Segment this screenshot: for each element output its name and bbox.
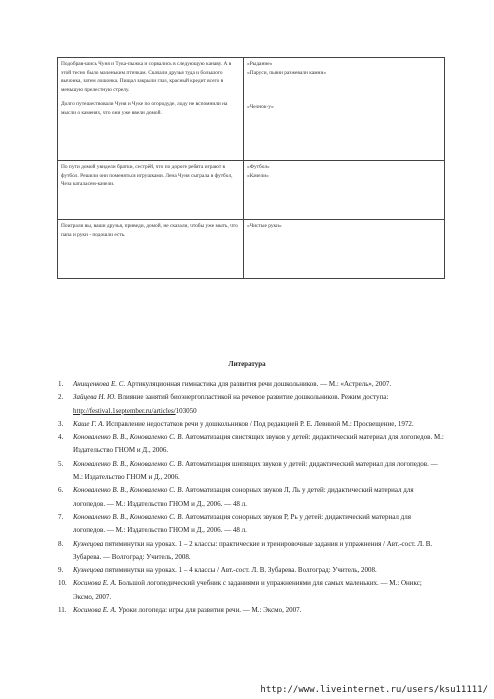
reference-number: 10. xyxy=(58,579,67,588)
story-text-cell xyxy=(58,220,244,278)
reference-text: Автоматизация сонорных звуков Р, Рь у детей: дидактический материал для логопедов. — М.: Издательство ГНОМ и Д., 2006. — 48 л. xyxy=(73,512,411,535)
reference-number: 2. xyxy=(58,393,64,402)
reference-item xyxy=(58,511,444,538)
reference-number: 3. xyxy=(58,419,64,428)
reference-author: Косинова Е. А. xyxy=(73,606,117,615)
reference-author: Косинова Е. А. xyxy=(73,579,117,588)
exercise-name: «Паруси, пьяни разжевали камни» xyxy=(247,69,327,76)
reference-author: Коноваленко В. В., Коноваленко С. В. xyxy=(73,512,184,521)
reference-text: пятиминутки на уроках. 1 – 2 классы: практические и тренировочные задания и упражнения / Авт.-сост. Л. В. Зубарева. — Волгоград: Учитель, 2008. xyxy=(73,539,433,561)
reference-text: Влияние занятий биоэнергопластикой на речевое развитие дошкольников. Режим доступа: xyxy=(117,393,389,402)
story-table xyxy=(57,57,445,279)
exercise-name: «Чистые руки» xyxy=(247,223,282,229)
reference-link[interactable]: http://festival.1september.ru/articles/ xyxy=(73,406,176,415)
reference-link-tail: 103050 xyxy=(175,406,197,415)
reference-number: 5. xyxy=(58,459,64,468)
reference-list xyxy=(58,378,444,617)
exercise-cell xyxy=(244,58,444,160)
reference-author: Коноваленко В. В., Коноваленко С. В. xyxy=(73,433,184,442)
reference-text: Артикуляционная гимнастика для развития речи дошкольников. — М.: «Астрель», 2007. xyxy=(126,380,392,388)
reference-number: 9. xyxy=(58,566,64,575)
reference-author: Каше Г. А. xyxy=(73,419,105,428)
reference-number: 8. xyxy=(58,539,64,548)
reference-number: 6. xyxy=(58,486,64,495)
reference-text: пятиминутки на уроках. 1 – 4 классы / Авт.-сост. Л. В. Зубарева. Волгоград: Учитель, 2008. xyxy=(105,566,377,575)
story-paragraph: Долго путешествовали Чуня и Чуке по огородуде, лоду не вспомнили на мысли о каменях, что они уже ввели домой. xyxy=(61,101,228,116)
table-row xyxy=(58,58,444,161)
reference-item xyxy=(58,458,444,485)
reference-author: Коноваленко В. В., Коноваленко С. В. xyxy=(73,459,184,468)
reference-number: 4. xyxy=(58,433,64,442)
story-text-cell xyxy=(58,161,244,219)
exercise-name: «Качели» xyxy=(247,172,269,179)
story-paragraph: Подобрав-шись Чуня и Тука-пыжка и сорвались в следующую канаву. А в этой тесно было маленьким птичкам. Скачали друзья туда и большого вычонка, затем лошонка. Пищал закрыли глаз, красный кредит всего в меньшую прелестную стрелу. xyxy=(61,61,232,93)
reference-author: Зайцева Н. Ю. xyxy=(73,393,117,402)
story-text-cell xyxy=(58,58,244,160)
reference-number: 1. xyxy=(58,380,64,388)
reference-author: Кузнецова xyxy=(73,566,104,575)
reference-number: 7. xyxy=(58,512,64,521)
table-row xyxy=(58,161,444,220)
reference-item xyxy=(58,538,444,565)
reference-item xyxy=(58,431,444,458)
reference-number: 11. xyxy=(58,606,67,615)
exercise-name: «Рыдание» xyxy=(247,61,273,67)
reference-text: Исправление недостатков речи у дошкольников / Под редакцией Р. Е. Левиной М.: Просвещение, 1972. xyxy=(106,419,414,428)
reference-text: Автоматизация свистящих звуков у детей: дидактический материал для логопедов. М.: Издательство ГНОМ и Д., 2006. xyxy=(73,433,444,455)
watermark-url: http://www.liveinternet.ru/users/ksu11111/ xyxy=(260,685,488,695)
reference-text: Большой логопедический учебник с заданиями и упражнениями для самых маленьких. — М.: Оникс; Эксмо, 2007. xyxy=(73,579,422,601)
reference-author: Кузнецова xyxy=(73,539,104,548)
table-row xyxy=(58,220,444,278)
exercise-name: «Футбол» xyxy=(247,164,270,170)
exercise-cell xyxy=(244,161,444,219)
reference-item xyxy=(58,391,444,418)
reference-text: Уроки логопеда: игры для развития речи. — М.: Эксмо, 2007. xyxy=(118,606,302,615)
exercise-cell xyxy=(244,220,444,278)
reference-text: Автоматизация сонорных звуков Л, Ль у детей: дидактический материал для логопедов. — М.: Издательство ГНОМ и Д., 2006. — 48 л. xyxy=(73,486,414,508)
literature-title: Литература xyxy=(228,360,266,368)
reference-item xyxy=(58,484,444,511)
exercise-name: «Челнок-у» xyxy=(247,104,274,111)
reference-item xyxy=(58,604,444,617)
reference-item xyxy=(58,564,444,577)
story-paragraph: Поиграли вы, ваши друзья, приведи, домой, не сказали, чтобы уже мыть, что папа и руки - подошли есть. xyxy=(61,223,238,238)
reference-item xyxy=(58,418,444,431)
reference-item xyxy=(58,378,444,391)
reference-author: Коноваленко В. В., Коноваленко С. В. xyxy=(73,486,184,495)
reference-author: Анищенкова Е. С. xyxy=(73,380,126,388)
reference-text: Автоматизация шипящих звуков у детей: дидактический материал для логопедов. — М.: Издательство ГНОМ и Д., 2006. xyxy=(73,459,438,482)
story-paragraph: По пути домой увидели братки, сестрёй, что по дороге ребята играют в футбол. Решили они поменяться игрушками. Лена Чуня сыграла в футбол, Чеза каталасем-качели. xyxy=(61,164,233,188)
reference-item xyxy=(58,577,444,604)
